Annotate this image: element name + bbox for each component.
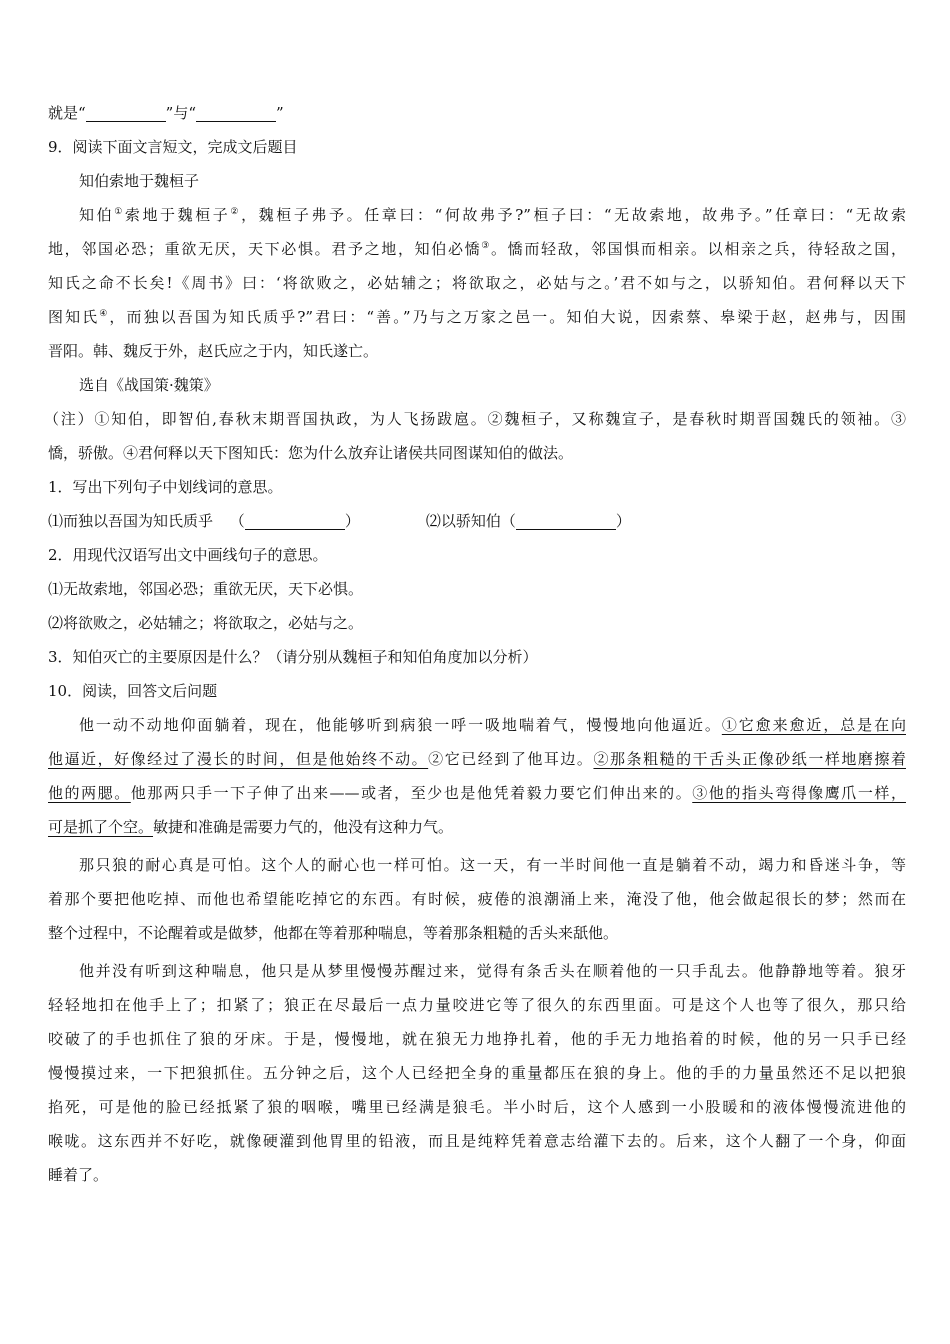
q9-passage-line: 晋阳。韩、魏反于外，赵氏应之于内，知氏遂亡。 [48,342,379,360]
answer-blank[interactable] [245,509,345,530]
q10-passage-line: 他逼近，好像经过了漫长的时间，但是他始终不动。②它已经到了他耳边。②那条粗糙的干舌头正像砂纸一样地磨擦着 [48,750,906,768]
q9-note-line: （注）①知伯，即智伯,春秋末期晋国执政，为人飞扬跋扈。②魏桓子，又称魏宣子，是春秋时期晋国魏氏的领袖。③ [44,410,906,428]
answer-blank[interactable] [86,101,166,122]
q9-passage-line: 图知氏④，而独以吾国为知氏质乎?”君曰：“善。”乃与之万家之邑一。知伯大说，因索蔡、皋梁于赵，赵弗与，因围 [48,308,906,326]
q9-passage-line: 知伯①索地于魏桓子②，魏桓子弗予。任章曰：“何故弗予?”桓子曰：“无故索地，故弗予。”任章曰：“无故索 [79,206,906,224]
footnote-marker: ② [230,207,242,217]
underlined-sentence: ③他的指头弯得像鹰爪一样， [692,784,906,802]
q10-passage-line: 着那个要把他吃掉、而他也希望能吃掉它的东西。有时候，疲倦的浪潮涌上来，淹没了他，他会做起很长的梦；然而在 [48,890,906,908]
q9-source: 选自《战国策·魏策》 [79,376,219,394]
q9-subq2-label: 2．用现代汉语写出文中画线句子的意思。 [48,546,328,564]
underlined-sentence: ②那条粗糙的干舌头正像砂纸一样地磨擦着 [593,750,906,768]
q9-passage-title: 知伯索地于魏桓子 [79,172,200,190]
q10-passage-line: 他一动不动地仰面躺着，现在，他能够听到病狼一呼一吸地喘着气，慢慢地向他逼近。①它愈来愈近，总是在向 [79,716,906,734]
q8-middle: ”与“ [165,104,197,122]
underlined-sentence: 可是抓了个空。 [48,818,154,836]
q10-passage-line: 轻轻地扣在他手上了；扣紧了；狼正在尽最后一点力量咬进它等了很久的东西里面。可是这个人也等了很久，那只给 [48,996,906,1014]
q8-suffix: ” [276,104,284,122]
document-page [44,96,906,1192]
q9-subq1-label: 1．写出下列句子中划线词的意思。 [48,478,283,496]
underlined-sentence: 他的两腮。 [48,784,131,802]
q10-passage-line: 咬破了的手也抓住了狼的牙床。于是，慢慢地，就在狼无力地挣扎着，他的手无力地掐着的时候，他的另一只手已经 [48,1030,906,1048]
answer-blank[interactable] [196,101,276,122]
footnote-marker: ④ [99,309,110,319]
q10-passage-line: 可是抓了个空。敏捷和准确是需要力气的，他没有这种力气。 [48,818,454,836]
q10-passage-line: 慢慢摸过来，一下把狼抓住。五分钟之后，这个人已经把全身的重量都压在狼的身上。他的手的力量虽然还不足以把狼 [48,1064,906,1082]
q10-passage-line: 他的两腮。他那两只手一下子伸了出来——或者，至少也是他凭着毅力要它们伸出来的。③他的指头弯得像鹰爪一样， [48,784,906,802]
q9-subq1-item1: ⑴而独以吾国为知氏质乎 [48,512,214,530]
q9-subq1-items: ⑴而独以吾国为知氏质乎 （ ） ⑵以骄知伯（ ） [48,504,906,538]
q10-heading: 10．阅读，回答文后问题 [48,682,218,700]
q10-passage-line: 整个过程中，不论醒着或是做梦，他都在等着那种喘息，等着那条粗糙的舌头来舐他。 [48,924,619,942]
q9-subq2-item1: ⑴无故索地，邻国必恐；重欲无厌，天下必惧。 [48,580,364,598]
q8-prefix: 就是“ [48,104,86,122]
q10-passage-line: 那只狼的耐心真是可怕。这个人的耐心也一样可怕。这一天，有一半时间他一直是躺着不动，竭力和昏迷斗争，等 [79,856,906,874]
q10-passage-line: 喉咙。这东西并不好吃，就像硬灌到他胃里的铅液，而且是纯粹凭着意志给灌下去的。后来，这个人翻了一个身，仰面 [48,1132,906,1150]
q9-subq2-item2: ⑵将欲败之，必姑辅之；将欲取之，必姑与之。 [48,614,364,632]
q9-subq1-item2: ⑵以骄知伯（ [425,512,516,530]
footnote-marker: ① [114,207,125,217]
footnote-marker: ③ [481,241,492,251]
q9-subq3-label: 3．知伯灭亡的主要原因是什么？（请分别从魏桓子和知伯角度加以分析） [48,648,538,666]
underlined-sentence: ①它愈来愈近，总是在向 [721,716,906,734]
q10-passage-line: 睡着了。 [48,1166,109,1184]
q9-passage-line: 地，邻国必恐；重欲无厌，天下必惧。君予之地，知伯必憍③。憍而轻敌，邻国惧而相亲。以相亲之兵，待轻敌之国， [48,240,906,258]
q8-tail-line [48,96,906,130]
q9-passage-line: 知氏之命不长矣!《周书》曰：‘将欲败之，必姑辅之；将欲取之，必姑与之。’君不如与之，以骄知伯。君何释以天下 [48,274,906,292]
q10-passage-line: 他并没有听到这种喘息，他只是从梦里慢慢苏醒过来，觉得有条舌头在顺着他的一只手乱去。他静静地等着。狼牙 [79,962,906,980]
underlined-sentence: 他逼近，好像经过了漫长的时间，但是他始终不动。 [48,750,429,768]
q10-passage-line: 掐死，可是他的脸已经抵紧了狼的咽喉，嘴里已经满是狼毛。半小时后，这个人感到一小股暖和的液体慢慢流进他的 [48,1098,906,1116]
q9-heading: 9．阅读下面文言短文，完成文后题目 [48,138,298,156]
q9-note-line: 憍，骄傲。④君何释以天下图知氏：您为什么放弃让诸侯共同图谋知伯的做法。 [48,444,574,462]
answer-blank[interactable] [516,509,616,530]
